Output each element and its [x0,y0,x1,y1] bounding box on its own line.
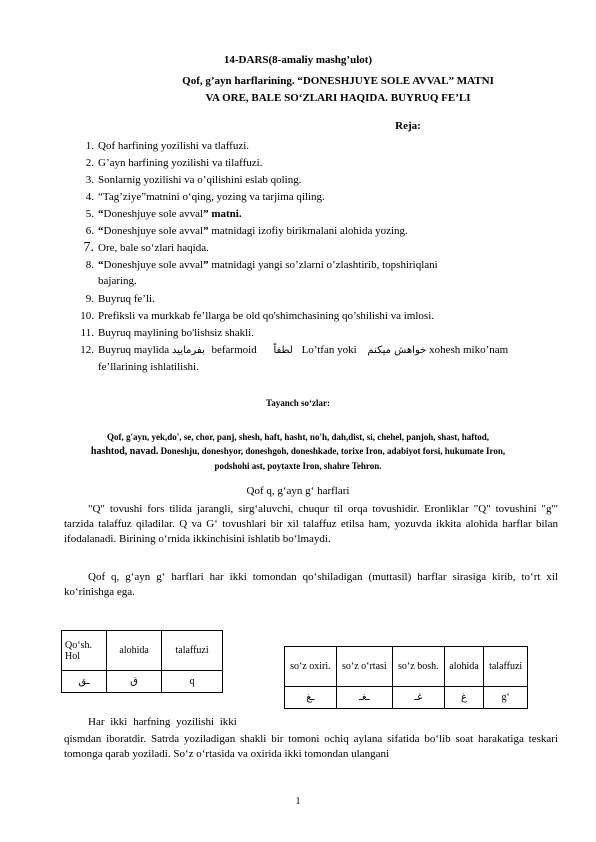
table-cell: ق [107,671,162,693]
table-header: so‘z oxiri. [285,647,337,687]
qof-forms-table [61,630,223,693]
table-header: alohida [107,631,162,671]
table-cell: g‘ [484,687,528,709]
topic-line-1: Qof, g’ayn harflarining. “DONESHJUYE SOLE AVVAL” MATNI [182,75,494,87]
table-header: talaffuzi [484,647,528,687]
paragraph-3-start: Har ikki harfning yozilishi ikki [88,716,237,728]
keywords-title: Tayanch so‘zlar: [266,398,330,408]
paragraph-2: Qof q, g‘ayn g‘ harflari har ikki tomondan qo‘shiladigan (muttasil) harflar sirasiga kirib, to‘rt xil ko‘rinishga ega. [64,571,558,598]
table-header: so‘z bosh. [392,647,444,687]
table-header: alohida [444,647,484,687]
document-page: 14-DARS(8-amaliy mashg’ulot) Qof, g’ayn harflarining. “DONESHJUYE SOLE AVVAL” MATNI VA ORE, BALE SO‘ZLARI HAQIDA. BUYRUQ FE’LI Reja: 1. Qof harfining yozilishi va tlaffuzi. 2. G’ayn harfining yozilishi va tilaffuzi. 3. Sonlarnig yozilishi va o’qilishini eslab qoling. 4. “Tag’ziye”matnini o‘qing, yozing va tarjima qiling. 5. “Doneshjuye sole avval” matni. 6. “Doneshjuye sole avval” matnidagi izofiy birikmalani alohida yozing. 7. Ore, bale so‘zlari haqida. 8. “Doneshjuye sole avval” matnidagi yangi so’zlarni o’zlashtirib, topshiriqlani bajaring. 9. Buyruq fe’li. 10. Prefiksli va murkkab fe’llarga be old qo'shimchasining qo’shilishi va imlosi. 11. Buyruq maylining bo'lishsiz shakli. 12. Buyruq maylida بفرمایید befarmoid لطفاً Lo’tfan yoki خواهش میکنم xohesh miko’nam fe’llarining ishlatilishi. Tayanch so‘zlar: Qof, g'ayn, yek,do', se, chor, panj, shesh, haft, hasht, no'h, dah,dist, si, chehel, panjoh, shast, haftod, hashtod, navad. Doneshju, doneshyor, doneshgoh, doneshkade, torixe Iron, adabiyot forsi, hukumate Iron, podshohi ast, poytaxte Iron, shahre Tehron. Qof q, g‘ayn g‘ harflari "Q" tovushi fors tilida jarangli, sirg‘aluvchi, chuqur til orqa tovushidir. Eronliklar "Q" tovushini "g'" tarzida talaffuz qiladilar. Q va G‘ tovushlari bir xil talaffuz etilsa ham, yozuvda ikkita alohida harflar bilan ifodalanadi. Birining o‘rnida ikkinchisini ishlatib bo‘lmaydi. Qof q, g‘ayn g‘ harflari har ikki tomondan qo‘shiladigan (muttasil) harflar sirasiga kirib, to‘rt xil ko‘rinishga ega. Qo‘sh. Hol alohida talaffuzi ـق ق q so‘z oxiri. so‘z o‘rtasi so‘z bosh. alohida talaffuzi ـغ ـغـ غـ غ g‘ Har ikki harfning yozilishi ikki qismdan iboratdir. Satrda yoziladigan shakli bir tomoni ochiq aylana sifatida bo‘lib soat harakatiga teskari tomonga qarab yoziladi. So‘z o‘rtasida va oxirida ikki tomondan ulangani 1 [0,0,596,842]
paragraph-1: "Q" tovushi fors tilida jarangli, sirg‘aluvchi, chuqur til orqa tovushidir. Eronliklar "Q" tovushini "g'" tarzida talaffuz qiladilar. Q va G‘ tovushlari bir xil talaffuz etilsa ham, yozuvda ikkita alohida harflar bilan ifodalanadi. Birining o‘rnida ikkinchisini ishlatib bo‘lmaydi. [64,503,558,545]
gayn-forms-table [284,646,528,709]
table-cell: غ [444,687,484,709]
section-title: Qof q, g‘ayn g‘ harflari [246,485,350,497]
paragraph-3: qismdan iboratdir. Satrda yoziladigan shakli bir tomoni ochiq aylana sifatida bo‘lib soat harakatiga teskari tomonga qarab yoziladi. So‘z o‘rtasida va oxirida ikki tomondan ulangani [64,733,558,760]
plan-title: Reja: [395,120,421,132]
page-number: 1 [295,796,301,807]
topic-line-2: VA ORE, BALE SO‘ZLARI HAQIDA. BUYRUQ FE’LI [205,92,471,104]
table-cell: ـغـ [336,687,392,709]
keywords-line-1: Qof, g'ayn, yek,do', se, chor, panj, shesh, haft, hasht, no'h, dah,dist, si, chehel, panjoh, shast, haftod, [106,432,489,442]
table-cell: q [162,671,223,693]
keywords-line-3: podshohi ast, poytaxte Iron, shahre Tehron. [214,461,382,471]
table-cell: ـق [62,671,107,693]
table-cell: غـ [392,687,444,709]
lesson-title: 14-DARS(8-amaliy mashg’ulot) [223,54,373,66]
table-header: talaffuzi [162,631,223,671]
table-cell: ـغ [285,687,337,709]
table-header: so‘z o‘rtasi [336,647,392,687]
table-header: Qo‘sh. Hol [62,631,107,671]
keywords-line-2: hashtod, navad. Doneshju, doneshyor, doneshgoh, doneshkade, torixe Iron, adabiyot forsi, hukumate Iron, [90,446,506,457]
